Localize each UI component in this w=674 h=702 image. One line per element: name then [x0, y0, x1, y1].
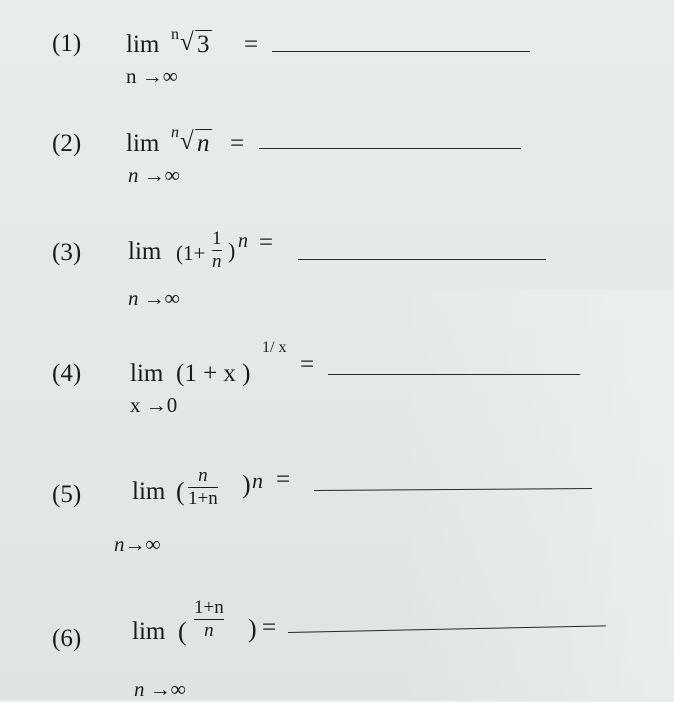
answer-blank[interactable]	[298, 259, 546, 260]
equals-sign: =	[276, 466, 291, 493]
equals-sign: =	[259, 229, 274, 256]
fraction	[188, 466, 218, 509]
exponent: n	[238, 230, 248, 252]
limit-operator: lim	[132, 618, 166, 645]
limit-subscript: n →∞	[128, 286, 180, 310]
fraction-denominator: n	[204, 619, 214, 641]
limit-operator: lim	[132, 478, 166, 505]
nth-root	[180, 130, 212, 158]
limit-operator: lim	[126, 31, 160, 58]
fraction-bar	[212, 250, 222, 251]
fraction-numerator: 1+n	[194, 597, 224, 618]
problem-number: (1)	[52, 30, 82, 57]
fraction-numerator: n	[198, 465, 208, 486]
fraction	[194, 598, 224, 641]
open-paren: (1+	[176, 241, 206, 265]
radicand: 3	[197, 31, 210, 58]
problem-number: (2)	[52, 130, 82, 157]
limit-subscript: n →∞	[134, 677, 186, 701]
radical-sign: √	[180, 128, 194, 155]
limit-subscript: n →∞	[126, 64, 178, 88]
problem-number: (5)	[52, 481, 82, 508]
limit-subscript: x →0	[130, 393, 178, 417]
open-paren: (	[176, 477, 185, 506]
fraction-bar	[194, 619, 224, 620]
fraction	[212, 229, 222, 272]
answer-blank[interactable]	[272, 51, 530, 52]
radicand: n	[197, 130, 210, 157]
problem-number: (4)	[52, 360, 82, 387]
limit-body: (1 + x )	[176, 360, 251, 387]
fraction-denominator: n	[212, 250, 222, 272]
root-index: n	[171, 26, 179, 43]
equals-sign: =	[300, 351, 315, 378]
equals-sign: =	[262, 614, 277, 641]
limit-subscript: n→∞	[114, 532, 161, 556]
problem-number: (6)	[52, 625, 82, 652]
fraction-bar	[188, 487, 218, 488]
open-paren: (	[178, 617, 187, 646]
equals-sign: =	[244, 31, 259, 58]
fraction-numerator: 1	[212, 228, 222, 249]
limit-operator: lim	[126, 130, 160, 157]
paper-shading	[400, 290, 674, 700]
exponent: 1/ x	[262, 339, 287, 356]
problem-number: (3)	[52, 239, 82, 266]
root-index: n	[171, 124, 179, 141]
equals-sign: =	[230, 130, 245, 157]
answer-blank[interactable]	[259, 148, 521, 149]
radical-sign: √	[180, 29, 194, 56]
limit-subscript: n →∞	[128, 163, 180, 187]
close-paren: )	[248, 614, 257, 643]
exponent: n	[252, 468, 263, 493]
fraction-denominator: 1+n	[188, 487, 218, 509]
close-paren: )	[228, 238, 236, 263]
close-paren: )	[242, 470, 251, 499]
nth-root	[180, 31, 212, 59]
limit-operator: lim	[128, 238, 162, 265]
limit-operator: lim	[130, 360, 164, 387]
